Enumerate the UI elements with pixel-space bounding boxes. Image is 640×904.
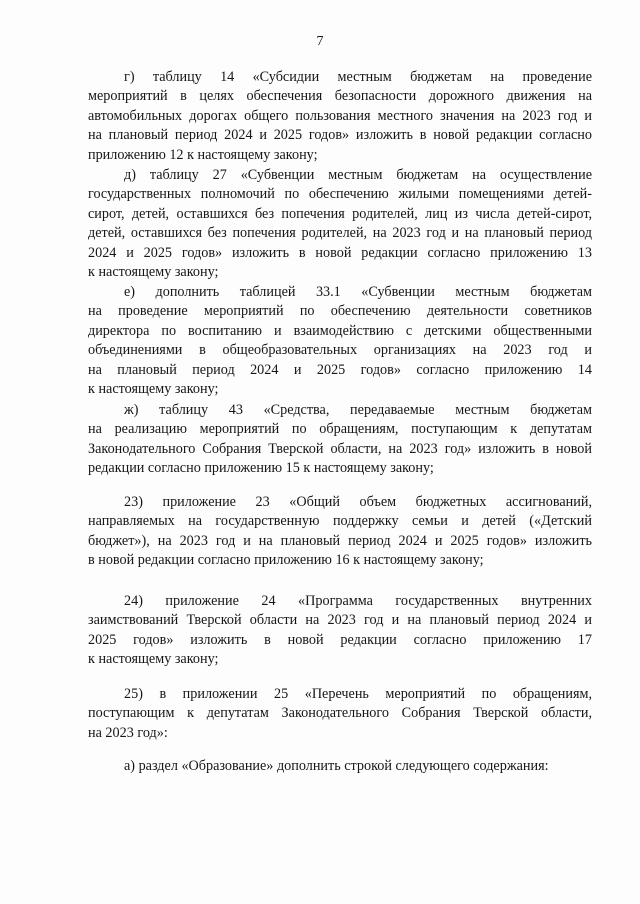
text-line: объединениями в общеобразовательных организациях на 2023 год и	[88, 342, 592, 359]
text-line: мероприятий в целях обеспечения безопасности дорожного движения на	[88, 88, 592, 105]
text-line: д) таблицу 27 «Субвенции местным бюджетам на осуществление	[124, 167, 592, 183]
text-line: государственных полномочий по обеспечению жилыми помещениями детей-	[88, 186, 592, 203]
text-line: сирот, детей, оставшихся без попечения родителей, лиц из числа детей-сирот,	[88, 205, 592, 222]
paragraph-zh	[88, 401, 592, 479]
page-number: 7	[316, 34, 324, 49]
text-line: директора по воспитанию и взаимодействию с детскими общественными	[88, 322, 592, 339]
text-line: в новой редакции согласно приложению 16 к настоящему закону;	[88, 552, 484, 569]
text-line: заимствований Тверской области на 2023 год и на плановый период 2024 и	[88, 612, 592, 629]
text-line: 24) приложение 24 «Программа государственных внутренних	[124, 593, 592, 609]
text-line: редакции согласно приложению 15 к настоящему закону;	[88, 460, 434, 477]
text-line: 2024 и 2025 годов» изложить в новой редакции согласно приложению 13	[88, 244, 592, 261]
text-line: г) таблицу 14 «Субсидии местным бюджетам на проведение	[124, 69, 592, 85]
paragraph-a	[88, 757, 592, 776]
text-line: на 2023 год»:	[88, 724, 168, 741]
text-line: к настоящему закону;	[88, 381, 219, 398]
text-line: на проведение мероприятий по обеспечению деятельности советников	[88, 303, 592, 320]
text-line: е) дополнить таблицей 33.1 «Субвенции местным бюджетам	[124, 284, 592, 300]
paragraph-25	[88, 685, 592, 743]
paragraph-d	[88, 166, 592, 282]
text-line: к настоящему закону;	[88, 651, 219, 668]
paragraph-23	[88, 493, 592, 571]
text-line: бюджет»), на 2023 год и на плановый период 2024 и 2025 годов» изложить	[88, 532, 592, 549]
text-line: направляемых на государственную поддержку семьи и детей («Детский	[88, 513, 592, 530]
paragraph-e	[88, 283, 592, 399]
text-line: на плановый период 2024 и 2025 годов» изложить в новой редакции согласно	[88, 127, 592, 144]
text-line: на реализацию мероприятий по обращениям, поступающим к депутатам	[88, 421, 592, 438]
paragraph-g	[88, 68, 592, 165]
paragraph-24	[88, 592, 592, 670]
text-line: 25) в приложении 25 «Перечень мероприятий по обращениям,	[124, 686, 592, 702]
text-line: автомобильных дорогах общего пользования местного значения на 2023 год и	[88, 107, 592, 124]
text-line: поступающим к депутатам Законодательного Собрания Тверской области,	[88, 705, 592, 722]
text-line: Законодательного Собрания Тверской области, на 2023 год» изложить в новой	[88, 440, 592, 457]
text-line: ж) таблицу 43 «Средства, передаваемые местным бюджетам	[124, 402, 592, 418]
text-line: к настоящему закону;	[88, 264, 219, 281]
text-line: 23) приложение 23 «Общий объем бюджетных ассигнований,	[124, 494, 592, 510]
text-line: детей, оставшихся без попечения родителей, на 2023 год и на плановый период	[88, 225, 592, 242]
text-line: 2025 годов» изложить в новой редакции согласно приложению 17	[88, 631, 592, 648]
text-line: а) раздел «Образование» дополнить строкой следующего содержания:	[124, 758, 549, 774]
text-line: на плановый период 2024 и 2025 годов» согласно приложению 14	[88, 361, 592, 378]
text-line: приложению 12 к настоящему закону;	[88, 146, 318, 163]
